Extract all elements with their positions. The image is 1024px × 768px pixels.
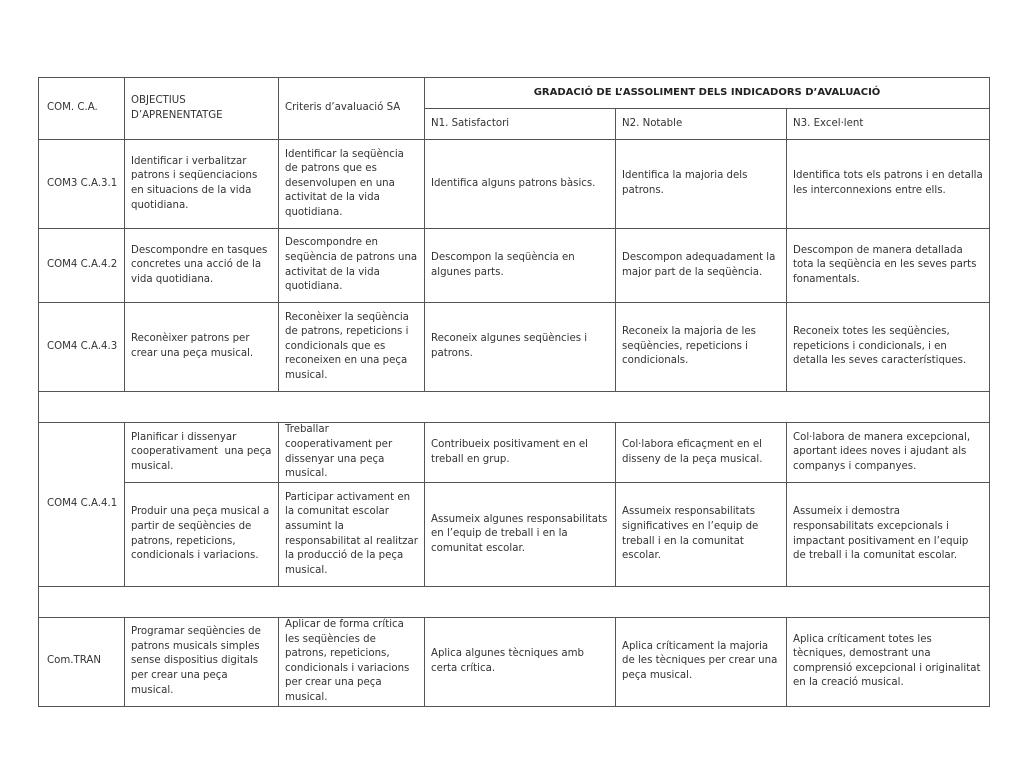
row-criteria: Treballar cooperativament per dissenyar una peça musical. xyxy=(279,423,425,483)
row-n3: Identifica tots els patrons i en detalla les interconnexions entre ells. xyxy=(787,140,990,229)
row-code: COM3 C.A.3.1 xyxy=(39,140,125,229)
header-criteria: Criteris d’avaluació SA xyxy=(279,78,425,140)
row-objective: Descompondre en tasques concretes una acció de la vida quotidiana. xyxy=(125,229,279,303)
row-n2: Reconeix la majoria de les seqüències, repeticions i condicionals. xyxy=(616,303,787,392)
row-n2: Identifica la majoria dels patrons. xyxy=(616,140,787,229)
header-gradation: GRADACIÓ DE L’ASSOLIMENT DELS INDICADORS D’AVALUACIÓ xyxy=(425,78,990,109)
row-n2: Assumeix responsabilitats significatives en l’equip de treball i en la comunitat escolar. xyxy=(616,483,787,587)
row-n1: Descompon la seqüència en algunes parts. xyxy=(425,229,616,303)
row-n2: Aplica críticament la majoria de les tècniques per crear una peça musical. xyxy=(616,618,787,707)
header-level-n1: N1. Satisfactori xyxy=(425,109,616,140)
header-level-n3: N3. Excel·lent xyxy=(787,109,990,140)
row-criteria: Descompondre en seqüència de patrons una activitat de la vida quotidiana. xyxy=(279,229,425,303)
row-n2: Descompon adequadament la major part de la seqüència. xyxy=(616,229,787,303)
evaluation-rubric-table xyxy=(38,77,990,707)
header-objectives: OBJECTIUS D’APRENENTATGE xyxy=(125,78,279,140)
table-row xyxy=(39,303,990,392)
table-row xyxy=(39,229,990,303)
row-n1: Aplica algunes tècniques amb certa crítica. xyxy=(425,618,616,707)
row-criteria: Aplicar de forma crítica les seqüències de patrons, repeticions, condicionals i variacions per crear una peça musical. xyxy=(279,618,425,707)
row-code: COM4 C.A.4.1 xyxy=(39,423,125,587)
row-objective: Programar seqüències de patrons musicals simples sense dispositius digitals per crear una peça musical. xyxy=(125,618,279,707)
row-objective: Identificar i verbalitzar patrons i seqüenciacions en situacions de la vida quotidiana. xyxy=(125,140,279,229)
row-n2: Col·labora eficaçment en el disseny de la peça musical. xyxy=(616,423,787,483)
row-n1: Contribueix positivament en el treball en grup. xyxy=(425,423,616,483)
spacer-cell xyxy=(39,392,990,423)
row-criteria: Participar activament en la comunitat escolar assumint la responsabilitat al realitzar la producció de la peça musical. xyxy=(279,483,425,587)
spacer-row xyxy=(39,587,990,618)
row-n3: Aplica críticament totes les tècniques, demostrant una comprensió excepcional i originalitat en la creació musical. xyxy=(787,618,990,707)
table-row xyxy=(39,140,990,229)
row-objective: Produir una peça musical a partir de seqüències de patrons, repeticions, condicionals i variacions. xyxy=(125,483,279,587)
table-row xyxy=(39,423,990,483)
row-objective: Reconèixer patrons per crear una peça musical. xyxy=(125,303,279,392)
row-objective: Planificar i dissenyar cooperativament una peça musical. xyxy=(125,423,279,483)
row-n3: Assumeix i demostra responsabilitats excepcionals i impactant positivament en l’equip de treball i la comunitat escolar. xyxy=(787,483,990,587)
table-row xyxy=(39,483,990,587)
header-row xyxy=(39,78,990,109)
row-code: COM4 C.A.4.3 xyxy=(39,303,125,392)
row-code: Com.TRAN xyxy=(39,618,125,707)
spacer-cell xyxy=(39,587,990,618)
table-row xyxy=(39,618,990,707)
header-level-n2: N2. Notable xyxy=(616,109,787,140)
spacer-row xyxy=(39,392,990,423)
row-criteria: Identificar la seqüència de patrons que es desenvolupen en una activitat de la vida quotidiana. xyxy=(279,140,425,229)
header-code: COM. C.A. xyxy=(39,78,125,140)
row-n1: Reconeix algunes seqüències i patrons. xyxy=(425,303,616,392)
row-n3: Col·labora de manera excepcional, aportant idees noves i ajudant als companys i companyes. xyxy=(787,423,990,483)
row-criteria: Reconèixer la seqüència de patrons, repeticions i condicionals que es reconeixen en una peça musical. xyxy=(279,303,425,392)
row-n3: Descompon de manera detallada tota la seqüència en les seves parts fonamentals. xyxy=(787,229,990,303)
row-n1: Assumeix algunes responsabilitats en l’equip de treball i en la comunitat escolar. xyxy=(425,483,616,587)
row-n3: Reconeix totes les seqüències, repeticions i condicionals, i en detalla les seves característiques. xyxy=(787,303,990,392)
row-n1: Identifica alguns patrons bàsics. xyxy=(425,140,616,229)
row-code: COM4 C.A.4.2 xyxy=(39,229,125,303)
